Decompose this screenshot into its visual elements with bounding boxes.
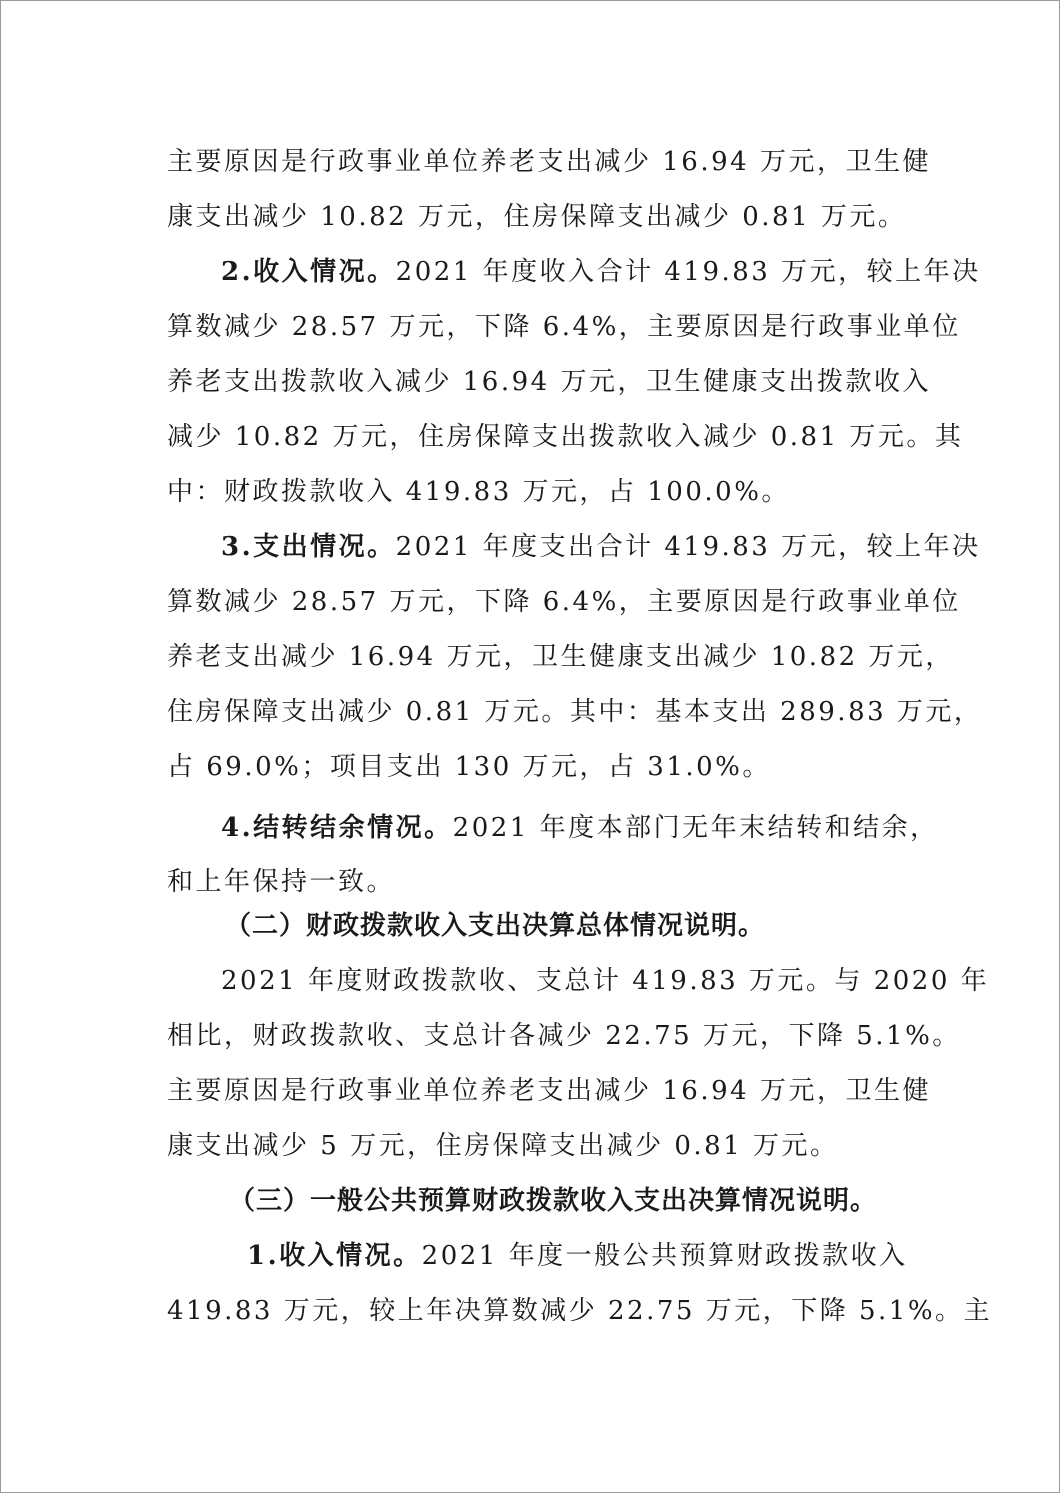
text-line: 占 69.0%；项目支出 130 万元，占 31.0%。	[167, 752, 771, 782]
text-line: 康支出减少 5 万元，住房保障支出减少 0.81 万元。	[167, 1131, 839, 1161]
section-paragraph-income	[221, 255, 981, 289]
text-line: 住房保障支出减少 0.81 万元。其中：基本支出 289.83 万元，	[167, 697, 983, 727]
text-line: 算数减少 28.57 万元，下降 6.4%，主要原因是行政事业单位	[167, 587, 961, 617]
section-paragraph-gpb-income	[247, 1239, 908, 1273]
section-paragraph-expense	[221, 530, 981, 564]
text-line: 养老支出拨款收入减少 16.94 万元，卫生健康支出拨款收入	[167, 367, 931, 397]
section-text: 2021 年度本部门无年末结转和结余，	[452, 813, 939, 843]
section-text: 2021 年度收入合计 419.83 万元，较上年决	[395, 257, 981, 287]
text-line: 算数减少 28.57 万元，下降 6.4%，主要原因是行政事业单位	[167, 312, 961, 342]
text-line: 2021 年度财政拨款收、支总计 419.83 万元。与 2020 年	[221, 966, 990, 996]
section-heading: 3.支出情况。	[221, 532, 396, 562]
section-heading-3: （三）一般公共预算财政拨款收入支出决算情况说明。	[229, 1186, 878, 1216]
text-line: 康支出减少 10.82 万元，住房保障支出减少 0.81 万元。	[167, 202, 907, 232]
section-text: 2021 年度支出合计 419.83 万元，较上年决	[395, 532, 981, 562]
section-paragraph-carryover	[221, 811, 939, 845]
text-line: 419.83 万元，较上年决算数减少 22.75 万元，下降 5.1%。主	[167, 1296, 993, 1326]
text-line: 主要原因是行政事业单位养老支出减少 16.94 万元，卫生健	[167, 1076, 931, 1106]
text-line: 减少 10.82 万元，住房保障支出拨款收入减少 0.81 万元。其	[167, 422, 964, 452]
section-heading: 4.结转结余情况。	[221, 813, 453, 843]
section-text: 2021 年度一般公共预算财政拨款收入	[421, 1241, 908, 1271]
text-line: 相比，财政拨款收、支总计各减少 22.75 万元，下降 5.1%。	[167, 1021, 961, 1051]
text-line: 养老支出减少 16.94 万元，卫生健康支出减少 10.82 万元，	[167, 642, 954, 672]
section-heading-2: （二）财政拨款收入支出决算总体情况说明。	[225, 911, 766, 941]
section-heading: 1.收入情况。	[247, 1241, 422, 1271]
text-line: 和上年保持一致。	[167, 867, 396, 897]
section-heading: 2.收入情况。	[221, 257, 396, 287]
text-line: 中：财政拨款收入 419.83 万元，占 100.0%。	[167, 477, 790, 507]
text-line: 主要原因是行政事业单位养老支出减少 16.94 万元，卫生健	[167, 147, 931, 177]
